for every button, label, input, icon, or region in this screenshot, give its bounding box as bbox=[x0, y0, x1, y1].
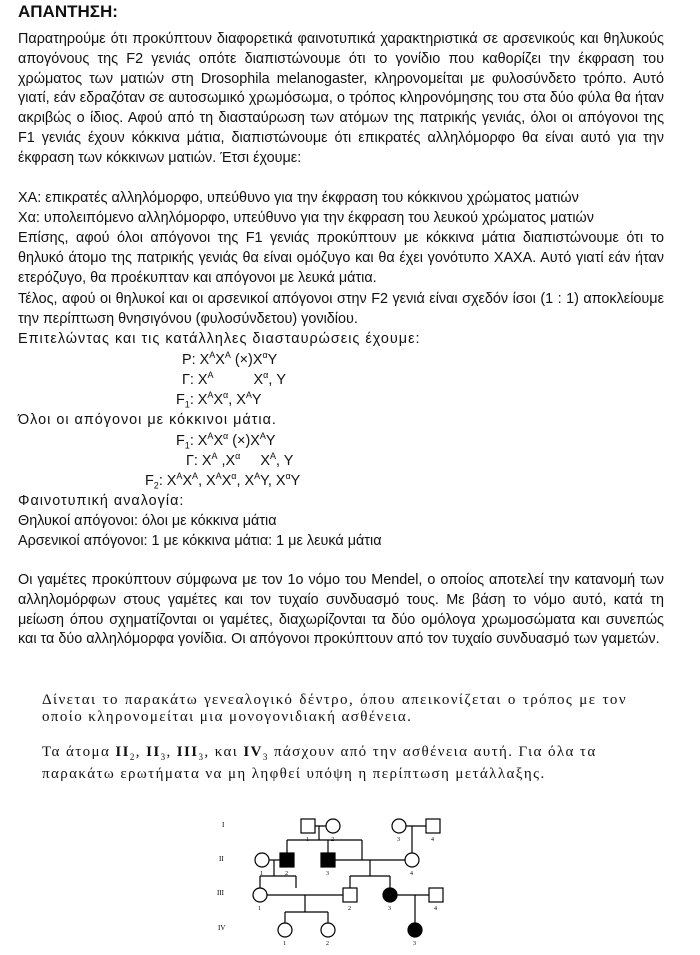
num-II-1: 1 bbox=[260, 871, 263, 877]
allele-dominant-line: ΧΑ: επικρατές αλληλόμορφο, υπεύθυνο για την έκφραση του κόκκινου χρώματος ματιών bbox=[18, 190, 579, 206]
paragraph-lethal-excluded: Τέλος, αφού οι θηλυκοί και οι αρσενικοί απόγονοι στην F2 γενιά είναι σχεδόν ίσοι (1 : 1) αποκλείουμε την περίπτωση θνησιγόνου (φυλοσύνδετου) γονιδίου. bbox=[18, 291, 664, 327]
num-I-1: 1 bbox=[306, 837, 309, 843]
ratio-heading: Φαινοτυπική αναλογία: bbox=[18, 493, 185, 509]
num-IV-2: 2 bbox=[326, 941, 329, 947]
ratio-male: Αρσενικοί απόγονοι: 1 με κόκκινα μάτια: 1 με λευκά μάτια bbox=[18, 533, 382, 549]
individual-IV-1 bbox=[278, 923, 292, 937]
num-III-3: 3 bbox=[388, 906, 391, 912]
individual-II-3 bbox=[321, 853, 335, 867]
individual-I-2 bbox=[326, 819, 340, 833]
paragraph-mendel: Οι γαμέτες προκύπτουν σύμφωνα με τον 1ο νόμο του Mendel, ο οποίος αποτελεί την κατανομή των αλληλομόρφων στους γαμέτες και τον τυχαίο συνδυασμό τους. Με βάση το νόμο αυτό, κατά τη μείωση όπου σχηματίζονται οι γαμέτες, διαχωρίζονται τα δύο ομόλογα χρωμοσώματα και συνεπώς και τα δύο αλληλόμορφα γονίδια. Οι απόγονοι προκύπτουν από τον τυχαίο συνδυασμό των γαμετών. bbox=[18, 572, 664, 648]
allele-recessive-line: Χα: υπολειπόμενο αλληλόμορφο, υπεύθυνο για την έκφραση του λευκού χρώματος ματιών bbox=[18, 210, 594, 226]
cross1-parents: P: $X^AX^A$ $(\times)X^\alpha Y$ bbox=[182, 350, 278, 368]
all-red-statement: Όλοι οι απόγονοι με κόκκινοι μάτια. bbox=[18, 412, 277, 428]
individual-I-4 bbox=[426, 819, 440, 833]
individual-IV-2 bbox=[321, 923, 335, 937]
num-I-4: 4 bbox=[431, 837, 434, 843]
individual-I-1 bbox=[301, 819, 315, 833]
num-II-4: 4 bbox=[410, 871, 413, 877]
num-IV-1: 1 bbox=[283, 941, 286, 947]
num-II-3: 3 bbox=[326, 871, 329, 877]
individual-III-3 bbox=[383, 888, 397, 902]
cross2-g-label: Γ: bbox=[186, 452, 198, 469]
num-I-2: 2 bbox=[331, 837, 334, 843]
num-III-2: 2 bbox=[348, 906, 351, 912]
num-III-1: 1 bbox=[258, 906, 261, 912]
num-I-3: 3 bbox=[397, 837, 400, 843]
cross1-g-label: Γ: bbox=[182, 371, 194, 388]
individual-IV-3 bbox=[408, 923, 422, 937]
paragraph-homozygous: Επίσης, αφού όλοι απόγονοι της F1 γενιάς προκύπτουν με κόκκινα μάτια διαπιστώνουμε ότι το θηλυκό άτομο της πατρικής γενιάς θα είναι ομόζυγο και θα έχει γονότυπο ΧΑΧΑ. Αυτό γιατί εάν ήταν ετερόζυγο, θα προέκυπταν και απόγονοι με λευκά μάτια. bbox=[18, 230, 664, 286]
individual-II-4 bbox=[405, 853, 419, 867]
num-II-2: 2 bbox=[285, 871, 288, 877]
cross1-f1: $F_1$: $X^AX^\alpha$, $X^AY$ bbox=[176, 390, 262, 410]
cross2-gametes: Γ: $X^A$ $,X^\alpha$ $X^A$, Y bbox=[186, 451, 294, 469]
individual-III-4 bbox=[429, 888, 443, 902]
question-affected: Τα άτομα $II_2$, $II_3$, $III_3$, και $IV_3$ πάσχουν από την ασθένεια αυτή. Για όλα τα παρακάτω ερωτήματα να μη ληφθεί υπόψη η περίπτωση μετάλλαξης. bbox=[42, 744, 597, 782]
paragraph-sex-linked: Παρατηρούμε ότι προκύπτουν διαφορετικά φαινοτυπικά χαρακτηριστικά σε αρσενικούς και θηλυκούς απογόνους της F2 γενιάς οπότε διαπιστώνουμε ότι το γονίδιο που καθορίζει την έκφραση του χρώματος των ματιών στη Drosophila melanogaster, κληρονομείται με φυλοσύνδετο τρόπο. Αυτό γιατί, εάν εδραζόταν σε αυτοσωμικό χρωμόσωμα, ο τρόπος κληρονόμησης του στα δύο φύλα θα ήταν ακριβώς ο ίδιος. Αφού από τη διασταύρωση των ατόμων της πατρικής γενιάς, όλοι οι απόγονοι της F1 γενιάς έχουν κόκκινα μάτια, διαπιστώνουμε ότι επικρατές αλληλόμορφο θα είναι αυτό για την έκφραση των κόκκινων ματιών. Έτσι έχουμε: bbox=[18, 31, 664, 166]
individual-III-2 bbox=[343, 888, 357, 902]
num-IV-3: 3 bbox=[413, 941, 416, 947]
cross1-gametes: Γ: $X^A$ $X^\alpha$, Y bbox=[182, 370, 286, 388]
num-III-4: 4 bbox=[434, 906, 437, 912]
gen-label-III: III bbox=[217, 889, 224, 897]
pedigree-chart bbox=[200, 808, 460, 953]
cross1-p-label: P: bbox=[182, 351, 196, 368]
individual-I-3 bbox=[392, 819, 406, 833]
ratio-female: Θηλυκοί απόγονοι: όλοι με κόκκινα μάτια bbox=[18, 513, 277, 529]
question-intro: Δίνεται το παρακάτω γενεαλογικό δέντρο, όπου απεικονίζεται ο τρόπος με τον οποίο κληρονομείται μια μονογονιδιακή ασθένεια. bbox=[42, 692, 627, 725]
individual-II-1 bbox=[255, 853, 269, 867]
cross2-parents: $F_1$: $X^AX^\alpha$ $(\times)X^AY$ bbox=[176, 431, 276, 451]
crosses-intro: Επιτελώντας και τις κατάλληλες διασταυρώσεις έχουμε: bbox=[18, 331, 421, 347]
gen-label-I: I bbox=[222, 821, 225, 829]
individual-II-2 bbox=[280, 853, 294, 867]
individual-III-1 bbox=[253, 888, 267, 902]
answer-heading: ΑΠΑΝΤΗΣΗ: bbox=[18, 2, 118, 21]
gen-label-IV: IV bbox=[218, 924, 226, 932]
gen-label-II: II bbox=[219, 855, 224, 863]
cross2-f2: $F_2$: $X^AX^A$, $X^AX^\alpha$, $X^AY$, $X^\alpha Y$ bbox=[145, 471, 301, 491]
